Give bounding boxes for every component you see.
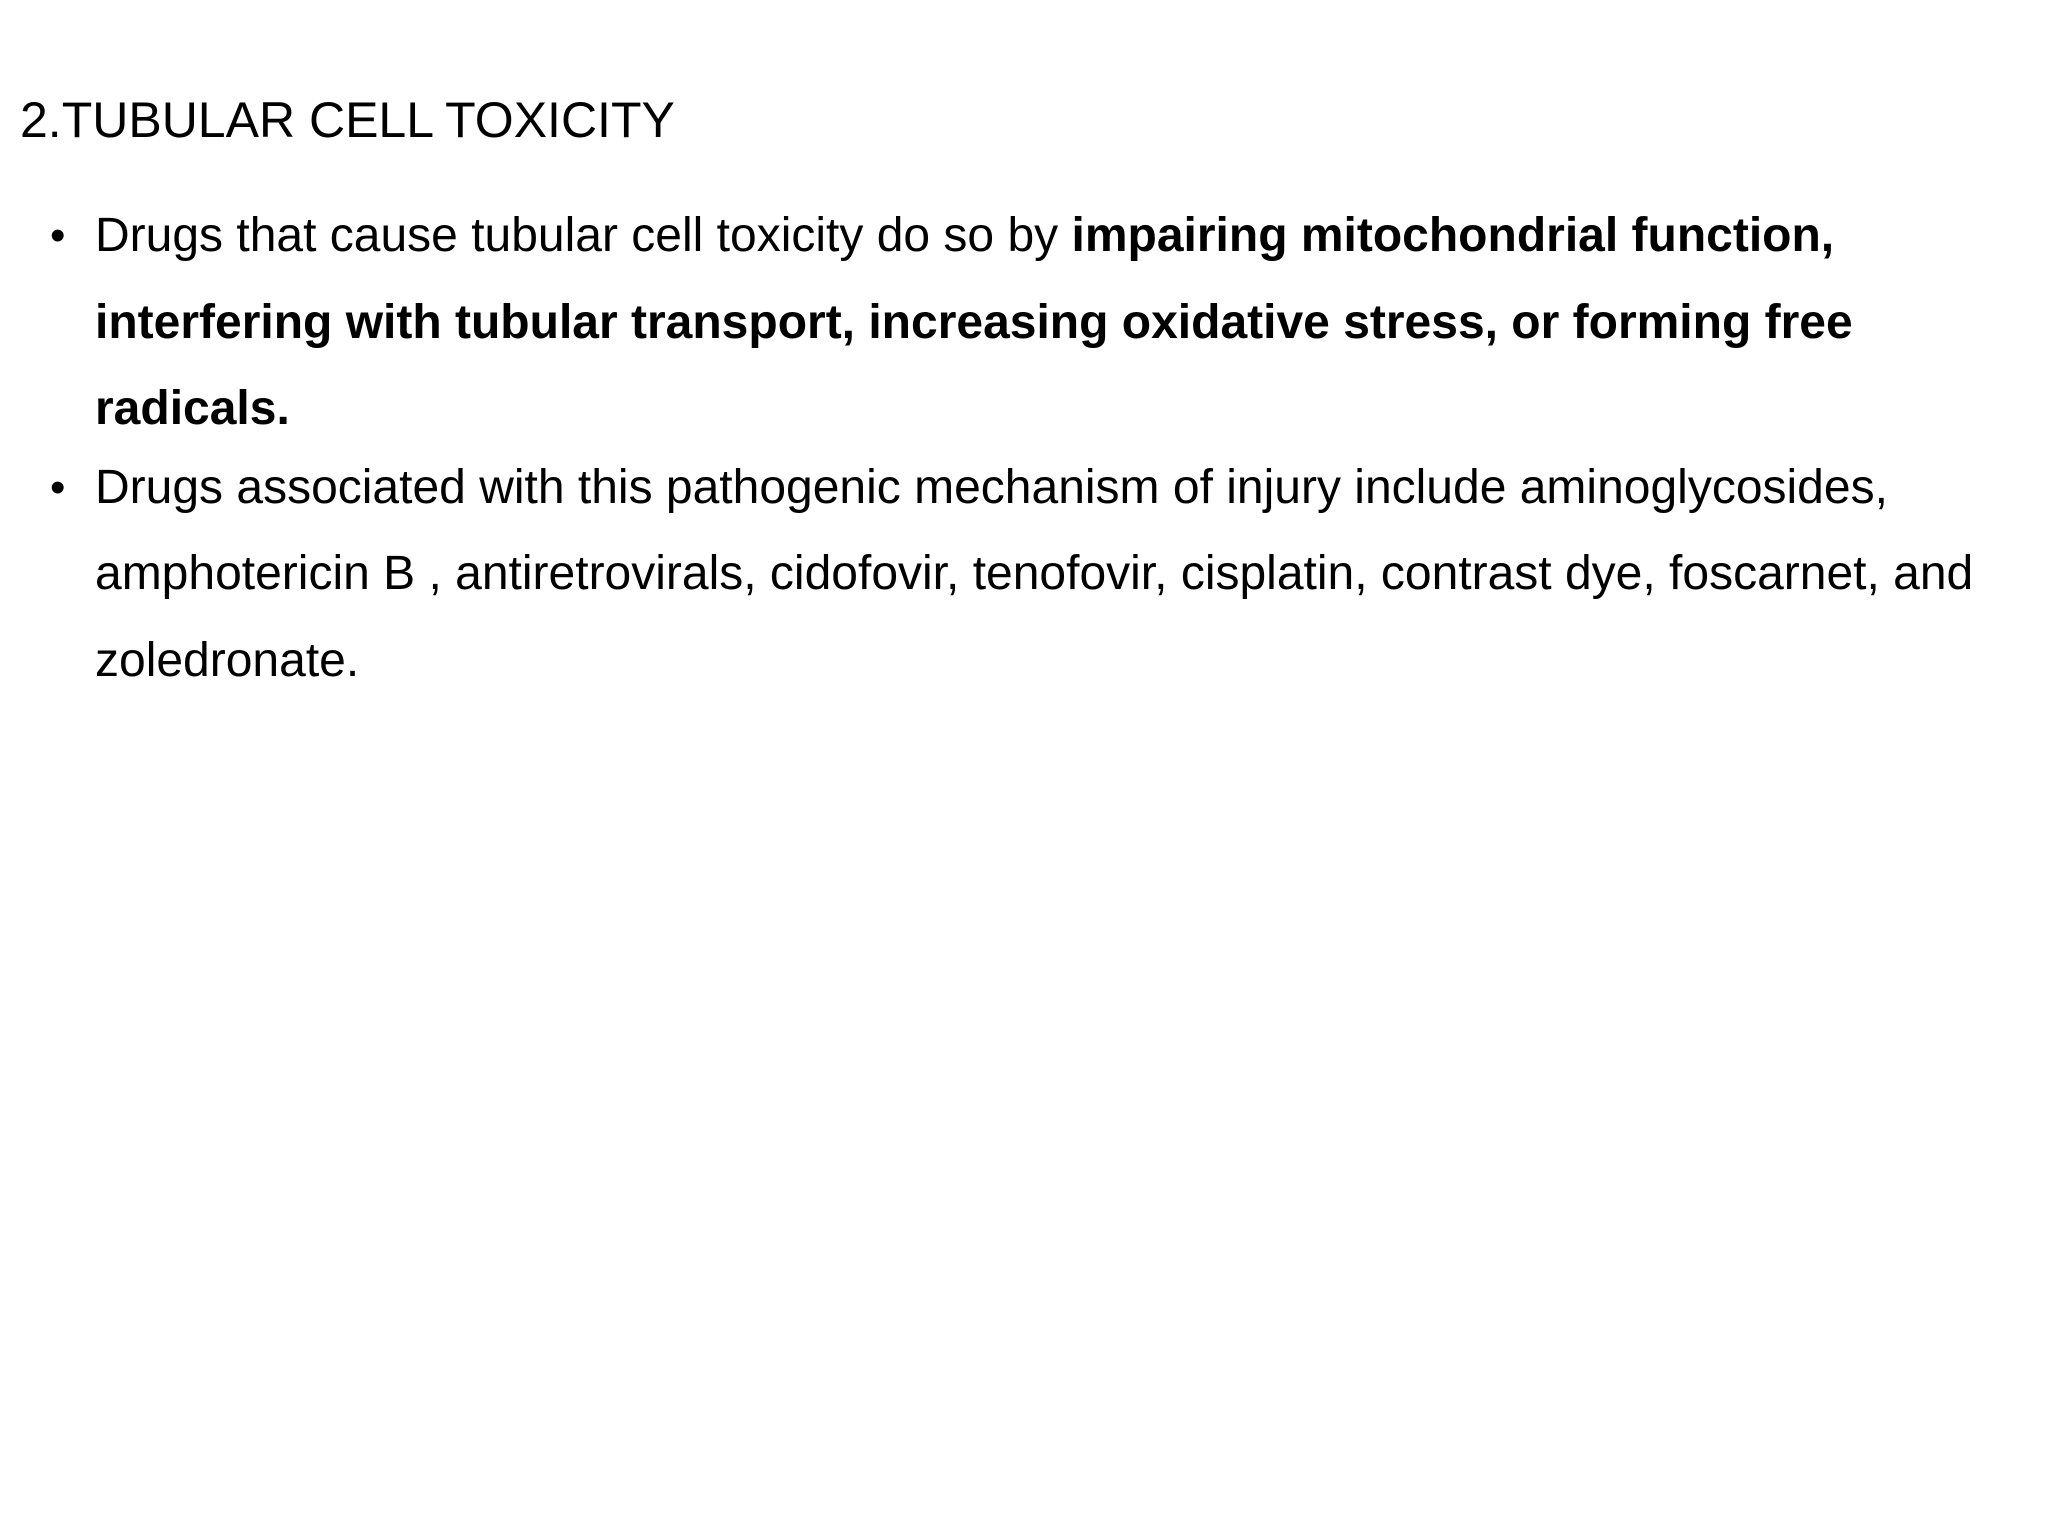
bullet-bold-text: impairing mitochondrial function, interfering with tubular transport, increasing oxidative stress, or forming free radicals. [95,209,1853,435]
bullet-list [0,193,2048,704]
bullet-item-mechanism [0,193,2045,453]
bullet-marker: • [50,211,66,260]
bullet-item-drugs [0,445,2045,705]
slide-title: 2.TUBULAR CELL TOXICITY [20,92,675,148]
bullet-text: Drugs associated with this pathogenic mechanism of injury include aminoglycosides, amphotericin B , antiretrovirals, cidofovir, tenofovir, cisplatin, contrast dye, foscarnet, and zoledronate. [95,460,1974,687]
bullet-marker: • [50,462,66,512]
bullet-text: Drugs that cause tubular cell toxicity do so by [95,209,1072,262]
